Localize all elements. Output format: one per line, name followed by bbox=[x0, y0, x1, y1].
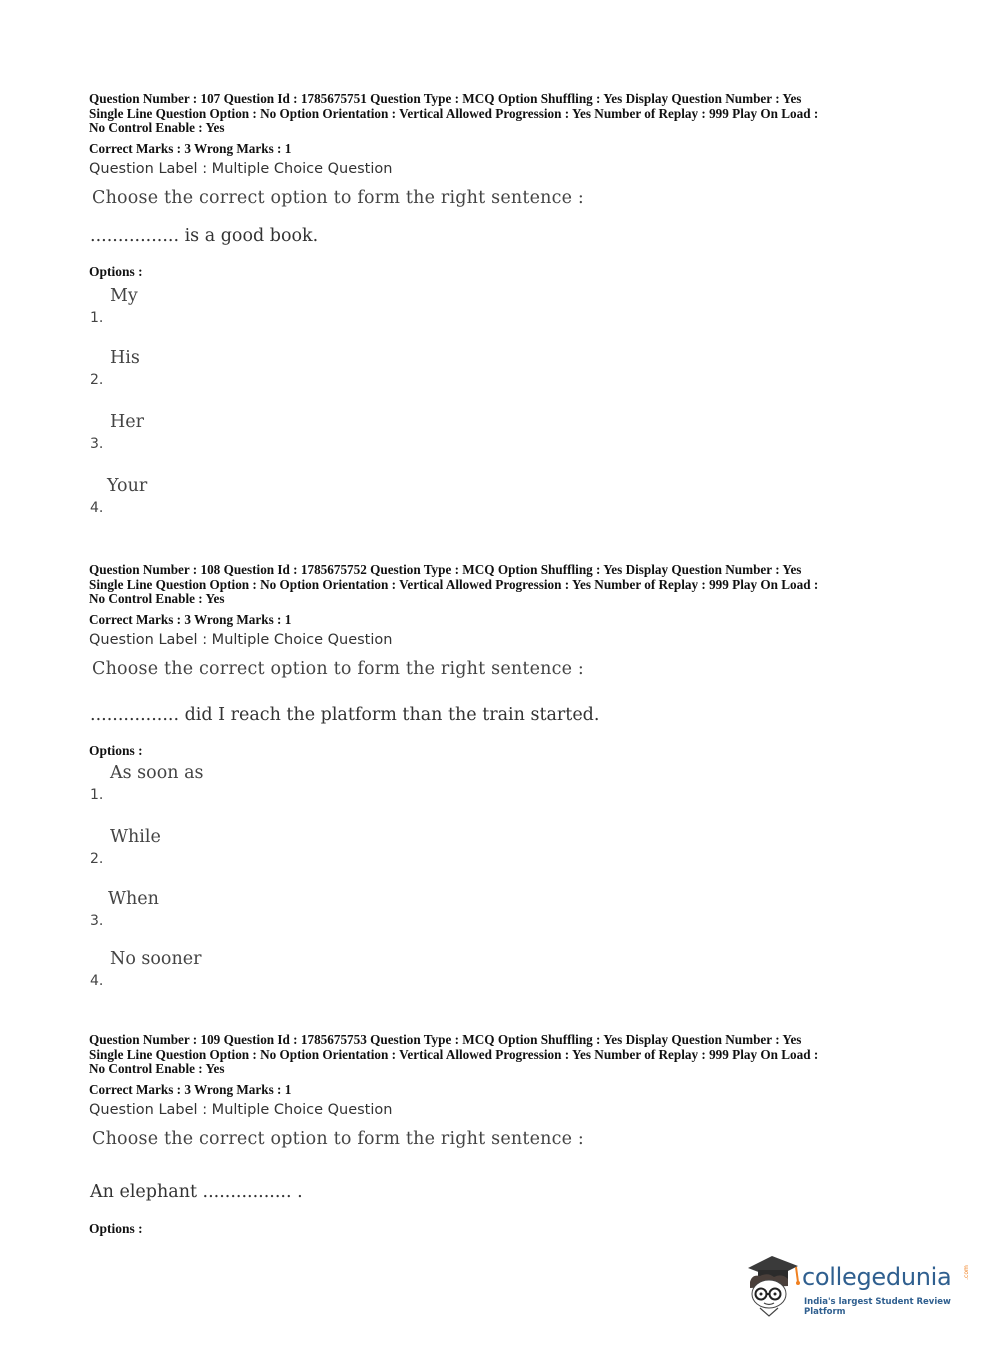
option-number: 3. bbox=[90, 436, 104, 452]
question-meta-line2: Single Line Question Option : No Option Orientation : Vertical Allowed Progression : Yes Number of Replay : 999 Play On Load : bbox=[89, 576, 819, 592]
option-4 bbox=[89, 949, 489, 989]
options-title: Options : bbox=[89, 1221, 143, 1236]
mascot-icon bbox=[742, 1250, 802, 1320]
question-meta-line2: Single Line Question Option : No Option Orientation : Vertical Allowed Progression : Yes Number of Replay : 999 Play On Load : bbox=[89, 1046, 819, 1062]
option-1 bbox=[89, 286, 489, 326]
option-text: My bbox=[110, 286, 138, 306]
question-meta-line3: No Control Enable : Yes bbox=[89, 120, 225, 136]
option-number: 4. bbox=[90, 500, 104, 516]
option-3 bbox=[89, 889, 489, 929]
option-text: While bbox=[110, 827, 161, 847]
question-meta-line3: No Control Enable : Yes bbox=[89, 591, 225, 607]
option-text: As soon as bbox=[110, 763, 204, 783]
option-1 bbox=[89, 763, 489, 803]
option-number: 2. bbox=[90, 851, 104, 867]
option-text: No sooner bbox=[110, 949, 202, 969]
option-number: 1. bbox=[90, 787, 104, 803]
option-2 bbox=[89, 348, 489, 388]
question-107 bbox=[89, 91, 919, 516]
question-label: Question Label : Multiple Choice Question bbox=[89, 160, 393, 177]
question-prompt: Choose the correct option to form the right sentence : bbox=[92, 658, 585, 679]
logo-tagline: India's largest Student Review Platform bbox=[804, 1297, 951, 1317]
question-sentence: ................ is a good book. bbox=[90, 226, 319, 246]
options-title: Options : bbox=[89, 743, 143, 758]
logo-wordmark: collegedunia bbox=[802, 1263, 952, 1291]
option-text: Her bbox=[110, 412, 144, 432]
logo-com: .com bbox=[962, 1265, 970, 1280]
option-number: 4. bbox=[90, 973, 104, 989]
question-prompt: Choose the correct option to form the right sentence : bbox=[92, 187, 585, 208]
option-3 bbox=[89, 412, 489, 452]
question-108 bbox=[89, 562, 919, 989]
question-meta-line3: No Control Enable : Yes bbox=[89, 1061, 225, 1077]
question-label: Question Label : Multiple Choice Question bbox=[89, 631, 393, 648]
option-number: 2. bbox=[90, 372, 104, 388]
question-label: Question Label : Multiple Choice Question bbox=[89, 1101, 393, 1118]
question-sentence: ................ did I reach the platform than the train started. bbox=[90, 705, 600, 725]
question-meta-line1: Question Number : 108 Question Id : 1785675752 Question Type : MCQ Option Shuffling : Yes Display Question Number : Yes bbox=[89, 562, 802, 577]
option-text: Your bbox=[107, 476, 148, 496]
option-number: 1. bbox=[90, 310, 104, 326]
collegedunia-logo bbox=[742, 1250, 972, 1320]
question-prompt: Choose the correct option to form the right sentence : bbox=[92, 1128, 585, 1149]
option-text: His bbox=[110, 348, 140, 368]
question-sentence: An elephant ................ . bbox=[90, 1182, 303, 1202]
option-text: When bbox=[108, 889, 159, 909]
question-meta-line1: Question Number : 109 Question Id : 1785675753 Question Type : MCQ Option Shuffling : Yes Display Question Number : Yes bbox=[89, 1032, 802, 1047]
question-109 bbox=[89, 1032, 919, 1236]
options-title: Options : bbox=[89, 264, 143, 279]
option-4 bbox=[89, 476, 489, 516]
option-number: 3. bbox=[90, 913, 104, 929]
question-marks: Correct Marks : 3 Wrong Marks : 1 bbox=[89, 611, 292, 627]
option-2 bbox=[89, 827, 489, 867]
question-marks: Correct Marks : 3 Wrong Marks : 1 bbox=[89, 140, 292, 156]
question-meta-line1: Question Number : 107 Question Id : 1785675751 Question Type : MCQ Option Shuffling : Yes Display Question Number : Yes bbox=[89, 91, 802, 106]
question-marks: Correct Marks : 3 Wrong Marks : 1 bbox=[89, 1081, 292, 1097]
question-meta-line2: Single Line Question Option : No Option Orientation : Vertical Allowed Progression : Yes Number of Replay : 999 Play On Load : bbox=[89, 105, 819, 121]
